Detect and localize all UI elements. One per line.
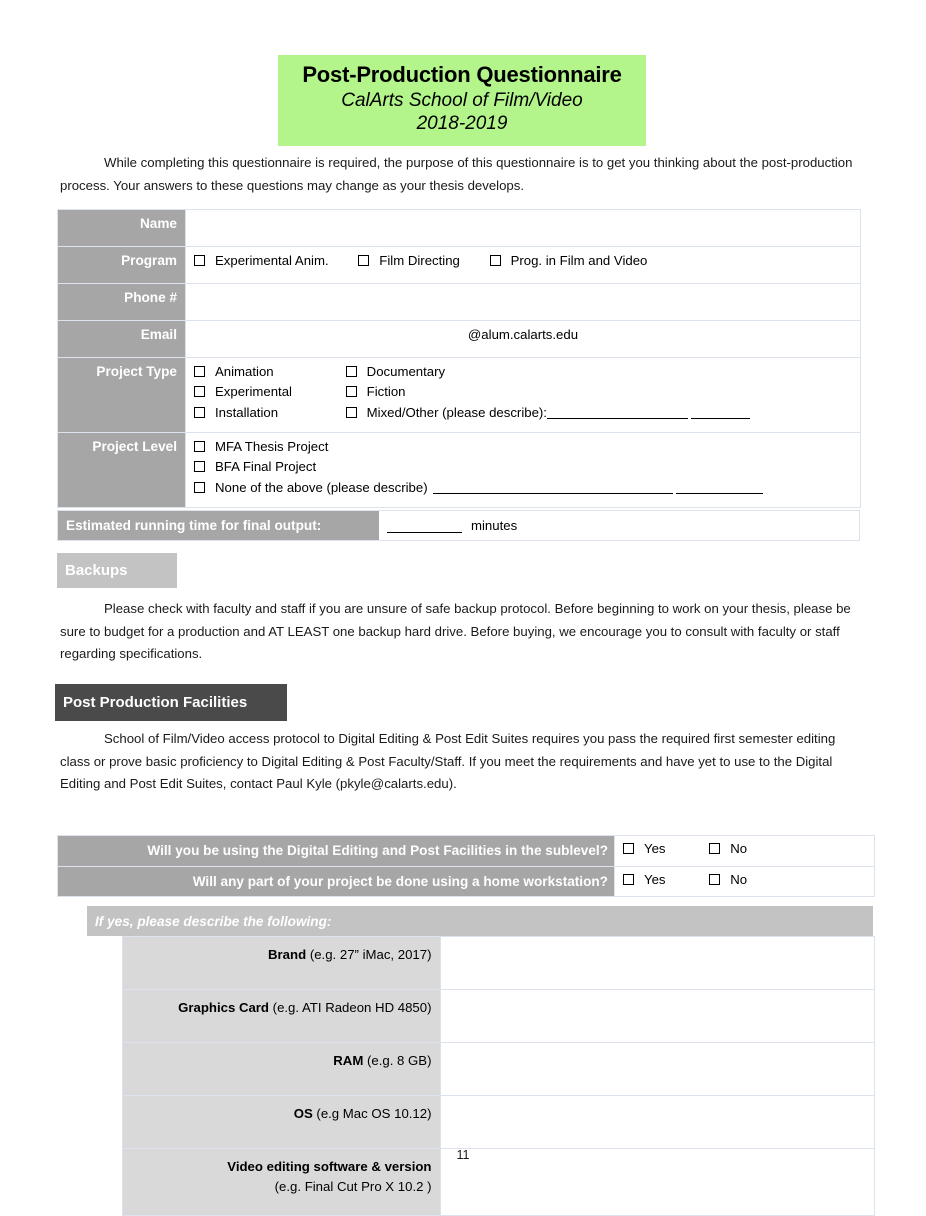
checkbox-option-yes[interactable] (623, 872, 666, 887)
intro-paragraph-text: While completing this questionnaire is required, the purpose of this questionnaire is to get you thinking about the post-production process. Your answers to these questions may change as your thesis develops. (60, 155, 853, 193)
option-label: No (730, 871, 748, 887)
field-name[interactable] (186, 210, 861, 247)
checkbox-option-documentary[interactable] (346, 362, 445, 382)
checkbox-option-animation[interactable] (194, 362, 342, 382)
running-time-unit: minutes (471, 518, 518, 533)
table-row-spec-brand (57, 937, 874, 990)
label-estimated-running-time: Estimated running time for final output: (58, 511, 379, 540)
table-row-project-type (58, 358, 861, 433)
spec-term: OS (293, 1106, 313, 1121)
spec-spacer (57, 937, 122, 990)
facilities-questions-table (57, 835, 875, 897)
checkbox-icon[interactable] (194, 441, 205, 452)
option-label: MFA Thesis Project (215, 439, 329, 454)
table-row-phone (58, 284, 861, 321)
project-type-row-2 (194, 382, 852, 402)
checkbox-icon[interactable] (346, 366, 357, 377)
option-label: Documentary (366, 364, 446, 379)
checkbox-icon[interactable] (194, 386, 205, 397)
checkbox-option-no[interactable] (709, 841, 747, 856)
option-label: No (730, 841, 748, 856)
table-row-name (58, 210, 861, 247)
backups-paragraph-text: Please check with faculty and staff if you are unsure of safe backup protocol. Before beginning to work on your thesis, please be sure to budget for a production and AT LEAST one backup hard drive. Before buying, we encourage you to consult with faculty or staff regarding specifications. (60, 601, 851, 662)
checkbox-icon[interactable] (490, 255, 501, 266)
option-label: Installation (215, 404, 279, 420)
checkbox-icon[interactable] (194, 461, 205, 472)
backups-paragraph (60, 598, 865, 666)
if-yes-describe-label: If yes, please describe the following: (87, 906, 873, 936)
field-email[interactable]: @alum.calarts.edu (186, 321, 861, 358)
applicant-info-table (57, 209, 861, 508)
checkbox-icon[interactable] (194, 255, 205, 266)
field-estimated-running-time (379, 511, 859, 540)
spec-example: (e.g. 27” iMac, 2017) (309, 947, 432, 962)
label-spec-os (122, 1096, 440, 1149)
option-label: Film Directing (379, 253, 460, 268)
facilities-paragraph (60, 728, 865, 796)
option-label: Yes (644, 871, 666, 887)
option-label: Experimental Anim. (215, 253, 329, 268)
spec-spacer (57, 1096, 122, 1149)
table-row-question-sublevel (58, 836, 875, 867)
checkbox-option-none-of-the-above[interactable] (194, 478, 428, 498)
checkbox-option-fiction[interactable] (346, 382, 406, 402)
field-project-level (186, 433, 861, 508)
field-phone[interactable] (186, 284, 861, 321)
option-label: Prog. in Film and Video (510, 253, 648, 268)
project-level-row-1 (194, 437, 852, 457)
checkbox-option-bfa-final-project[interactable] (194, 457, 316, 477)
spec-term: Video editing software & version (227, 1159, 432, 1174)
checkbox-option-yes[interactable] (623, 841, 666, 856)
checkbox-icon[interactable] (623, 874, 634, 885)
checkbox-option-experimental[interactable] (194, 382, 342, 402)
estimated-running-time-row (57, 510, 860, 541)
label-email: Email (58, 321, 186, 358)
table-row-email (58, 321, 861, 358)
spec-term: Graphics Card (178, 1000, 269, 1015)
checkbox-icon[interactable] (709, 843, 720, 854)
answers-question-sublevel (615, 836, 875, 867)
label-spec-brand (122, 937, 440, 990)
label-spec-ram (122, 1043, 440, 1096)
checkbox-option-no[interactable] (709, 872, 747, 887)
checkbox-option-installation[interactable] (194, 403, 342, 423)
option-label: Experimental (215, 384, 292, 400)
field-spec-ram[interactable] (440, 1043, 874, 1096)
page-subtitle-year: 2018-2019 (416, 113, 508, 135)
facilities-paragraph-text: School of Film/Video access protocol to Digital Editing & Post Edit Suites requires you pass the required first semester editing class or prove basic proficiency to Digital Editing & Post Faculty/Staff. If you meet the requirements and have yet to use to the Digital Editing and Post Edit Suites, contact Paul Kyle (pkyle@calarts.edu). (60, 731, 836, 792)
label-program: Program (58, 247, 186, 284)
checkbox-icon[interactable] (194, 482, 205, 493)
project-type-row-1 (194, 362, 852, 382)
option-label: Animation (215, 364, 274, 379)
table-row-program (58, 247, 861, 284)
project-type-row-3 (194, 403, 852, 423)
label-question-home-workstation: Will any part of your project be done using a home workstation? (58, 866, 615, 897)
label-phone: Phone # (58, 284, 186, 321)
workstation-spec-table (57, 936, 875, 1216)
spec-spacer (57, 990, 122, 1043)
intro-paragraph (60, 152, 865, 197)
fill-line-mixed-other-b[interactable] (691, 405, 750, 419)
page-title: Post-Production Questionnaire (302, 62, 622, 87)
page-subtitle: CalArts School of Film/Video (341, 89, 583, 111)
field-spec-os[interactable] (440, 1096, 874, 1149)
label-project-type: Project Type (58, 358, 186, 433)
spec-term: RAM (333, 1053, 364, 1068)
checkbox-icon[interactable] (194, 366, 205, 377)
checkbox-option-experimental-anim[interactable] (194, 251, 329, 271)
table-row-spec-graphics-card (57, 990, 874, 1043)
document-title-block (278, 55, 646, 146)
field-program (186, 247, 861, 284)
section-heading-post-production-facilities: Post Production Facilities (55, 684, 287, 721)
checkbox-icon[interactable] (194, 407, 205, 418)
project-level-row-3 (194, 478, 852, 498)
table-row-question-home-workstation (58, 866, 875, 897)
checkbox-icon[interactable] (346, 386, 357, 397)
field-spec-graphics-card[interactable] (440, 990, 874, 1043)
fill-line-none-of-above-a[interactable] (433, 480, 673, 494)
label-name: Name (58, 210, 186, 247)
checkbox-icon[interactable] (623, 843, 634, 854)
section-heading-backups: Backups (57, 553, 177, 588)
checkbox-icon[interactable] (709, 874, 720, 885)
field-spec-brand[interactable] (440, 937, 874, 990)
spec-example: (e.g. ATI Radeon HD 4850) (272, 1000, 432, 1015)
checkbox-option-mixed-other[interactable] (346, 403, 547, 423)
spec-example: (e.g. Final Cut Pro X 10.2 ) (274, 1179, 432, 1195)
fill-line-mixed-other-a[interactable] (547, 405, 688, 419)
option-label: Yes (644, 841, 666, 856)
option-label: Fiction (366, 384, 406, 400)
spec-example: (e.g Mac OS 10.12) (316, 1106, 432, 1121)
checkbox-option-prog-in-film-and-video[interactable] (490, 251, 648, 271)
field-project-type (186, 358, 861, 433)
spec-example: (e.g. 8 GB) (367, 1053, 432, 1068)
project-level-row-2 (194, 457, 852, 477)
option-label: None of the above (please describe) (215, 479, 428, 495)
fill-line-none-of-above-b[interactable] (676, 480, 763, 494)
checkbox-icon[interactable] (358, 255, 369, 266)
table-row-project-level (58, 433, 861, 508)
label-project-level: Project Level (58, 433, 186, 508)
checkbox-option-mfa-thesis-project[interactable] (194, 437, 328, 457)
table-row-spec-os (57, 1096, 874, 1149)
spec-term: Brand (268, 947, 307, 962)
checkbox-icon[interactable] (346, 407, 357, 418)
page-number: 11 (456, 1148, 470, 1162)
option-label: Mixed/Other (please describe): (366, 404, 547, 420)
checkbox-option-film-directing[interactable] (358, 251, 460, 271)
answers-question-home-workstation (615, 866, 875, 897)
table-row-spec-ram (57, 1043, 874, 1096)
fill-line-running-time[interactable] (387, 519, 462, 533)
label-question-sublevel: Will you be using the Digital Editing and Post Facilities in the sublevel? (58, 836, 615, 867)
spec-spacer (57, 1043, 122, 1096)
label-spec-graphics-card (122, 990, 440, 1043)
option-label: BFA Final Project (215, 459, 317, 475)
